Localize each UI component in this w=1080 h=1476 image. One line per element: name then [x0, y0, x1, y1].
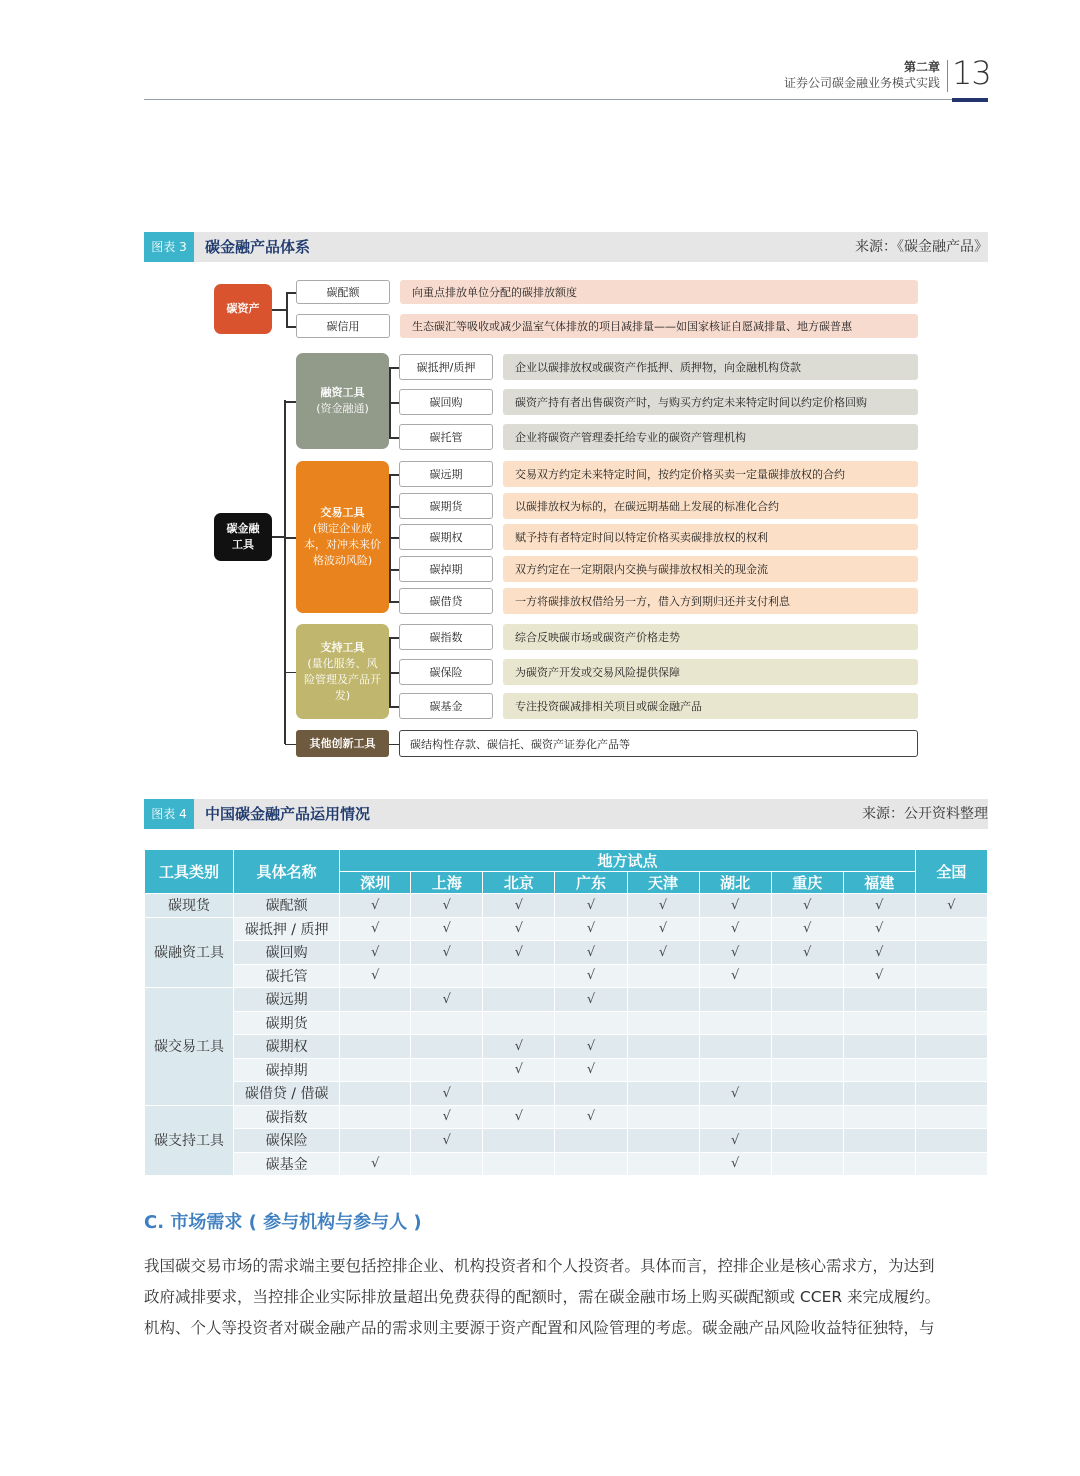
item-name: 碳抵押/质押: [399, 354, 493, 380]
table-row: [145, 917, 988, 941]
check-cell: √: [555, 1035, 627, 1059]
check-cell: √: [340, 941, 411, 965]
product-name-cell: 碳借贷 / 借碳: [234, 1082, 340, 1106]
product-usage-table: [144, 849, 988, 1176]
region-header: 重庆: [771, 872, 843, 894]
connector-group: [285, 401, 296, 403]
check-cell: √: [483, 1058, 555, 1082]
check-cell: √: [699, 894, 771, 918]
check-cell: [915, 1035, 987, 1059]
group-label: 其他创新工具: [309, 736, 376, 750]
item-description: 以碳排放权为标的，在碳远期基础上发展的标准化合约: [503, 493, 918, 519]
check-cell: [627, 964, 699, 988]
check-cell: √: [555, 941, 627, 965]
check-cell: √: [411, 1105, 483, 1129]
check-cell: [771, 964, 843, 988]
table-row: [145, 1082, 988, 1106]
check-cell: √: [483, 1105, 555, 1129]
group-label: 支持工具: [320, 640, 365, 654]
connector-item: [389, 706, 399, 708]
header-national: 全国: [915, 850, 987, 894]
header-pilot: 地方试点: [340, 850, 916, 872]
product-name-cell: 碳期货: [234, 1011, 340, 1035]
product-name-cell: 碳远期: [234, 988, 340, 1012]
check-cell: [699, 1105, 771, 1129]
page-number: 13: [952, 54, 991, 92]
check-cell: √: [411, 894, 483, 918]
paragraph-line: 政府减排要求，当控排企业实际排放量超出免费获得的配额时，需在碳金融市场上购买碳配额或 CCER 来完成履约。: [144, 1288, 941, 1306]
item-description: 碳结构性存款、碳信托、碳资产证券化产品等: [399, 730, 918, 757]
table-row: [145, 1058, 988, 1082]
check-cell: √: [699, 941, 771, 965]
check-cell: [483, 1011, 555, 1035]
table-row: [145, 1129, 988, 1153]
check-cell: [915, 1058, 987, 1082]
root-box-carbon-finance-tools: [214, 513, 272, 561]
check-cell: √: [411, 1082, 483, 1106]
product-name-cell: 碳托管: [234, 964, 340, 988]
product-name-cell: 碳回购: [234, 941, 340, 965]
item-description: 生态碳汇等吸收或减少温室气体排放的项目减排量——如国家核证自愿减排量、地方碳普惠: [400, 314, 918, 338]
check-cell: [411, 1058, 483, 1082]
check-cell: [483, 988, 555, 1012]
table-row: [145, 894, 988, 918]
table-row: [145, 941, 988, 965]
check-cell: √: [555, 1105, 627, 1129]
check-cell: [771, 1058, 843, 1082]
header-rule: [144, 99, 988, 100]
paragraph-line: 我国碳交易市场的需求端主要包括控排企业、机构投资者和个人投资者。具体而言，控排企业是核心需求方，为达到: [144, 1257, 935, 1275]
product-name-cell: 碳期权: [234, 1035, 340, 1059]
check-cell: √: [699, 1152, 771, 1176]
item-name: 碳基金: [399, 693, 493, 719]
check-cell: [771, 1082, 843, 1106]
check-cell: [340, 988, 411, 1012]
item-name: 碳掉期: [399, 556, 493, 582]
check-cell: [555, 1129, 627, 1153]
check-cell: √: [555, 1058, 627, 1082]
item-name: 碳期货: [399, 493, 493, 519]
paragraph-line: 机构、个人等投资者对碳金融产品的需求则主要源于资产配置和风险管理的考虑。碳金融产品风险收益特征独特，与: [144, 1319, 935, 1337]
check-cell: √: [843, 964, 915, 988]
region-header: 上海: [411, 872, 483, 894]
check-cell: [915, 1011, 987, 1035]
check-cell: [915, 1129, 987, 1153]
group-label: 融资工具: [320, 386, 365, 399]
check-cell: [627, 1082, 699, 1106]
item-description: 为碳资产开发或交易风险提供保障: [503, 659, 918, 685]
connector-item: [286, 292, 296, 294]
header-category: 工具类别: [145, 850, 234, 894]
group-box: [214, 284, 272, 334]
connector-item: [389, 744, 399, 746]
check-cell: [843, 1082, 915, 1106]
check-cell: √: [843, 941, 915, 965]
check-cell: √: [411, 988, 483, 1012]
table-row: [145, 1011, 988, 1035]
check-cell: [699, 1035, 771, 1059]
item-description: 碳资产持有者出售碳资产时，与购买方约定未来特定时间以约定价格回购: [503, 389, 918, 415]
item-description: 综合反映碳市场或碳资产价格走势: [503, 624, 918, 650]
check-cell: [843, 1129, 915, 1153]
item-description: 向重点排放单位分配的碳排放额度: [400, 280, 918, 304]
check-cell: √: [483, 894, 555, 918]
check-cell: [843, 1058, 915, 1082]
check-cell: √: [843, 917, 915, 941]
check-cell: √: [627, 894, 699, 918]
item-description: 企业将碳资产管理委托给专业的碳资产管理机构: [503, 424, 918, 450]
connector-item: [389, 601, 399, 603]
item-description: 双方约定在一定期限内交换与碳排放权相关的现金流: [503, 556, 918, 582]
connector-item: [389, 537, 399, 539]
check-cell: √: [555, 988, 627, 1012]
figure4-title: 中国碳金融产品运用情况: [205, 805, 371, 823]
check-cell: [627, 1129, 699, 1153]
check-cell: [627, 1105, 699, 1129]
connector-item: [286, 326, 296, 328]
check-cell: [771, 1035, 843, 1059]
item-name: 碳远期: [399, 461, 493, 487]
product-name-cell: 碳掉期: [234, 1058, 340, 1082]
table-row: [145, 988, 988, 1012]
item-name: 碳期权: [399, 524, 493, 550]
check-cell: √: [915, 894, 987, 918]
check-cell: [340, 1082, 411, 1106]
check-cell: √: [340, 917, 411, 941]
check-cell: [699, 988, 771, 1012]
check-cell: [555, 1152, 627, 1176]
item-name: 碳回购: [399, 389, 493, 415]
check-cell: [699, 1058, 771, 1082]
check-cell: √: [555, 894, 627, 918]
item-name: 碳指数: [399, 624, 493, 650]
header-separator: [947, 60, 948, 92]
table-row: [145, 1105, 988, 1129]
check-cell: [915, 941, 987, 965]
check-cell: √: [699, 917, 771, 941]
check-cell: √: [411, 941, 483, 965]
check-cell: [843, 1011, 915, 1035]
check-cell: [915, 917, 987, 941]
check-cell: [771, 1129, 843, 1153]
check-cell: √: [699, 1082, 771, 1106]
group-sublabel: (量化服务、风险管理及产品开发): [304, 656, 381, 702]
table-row: [145, 1152, 988, 1176]
item-name: 碳配额: [296, 280, 390, 304]
group-sublabel: (锁定企业成本，对冲未来价格波动风险): [304, 522, 381, 567]
connector-item: [389, 474, 399, 476]
check-cell: [771, 1152, 843, 1176]
item-name: 碳借贷: [399, 588, 493, 614]
region-header: 北京: [483, 872, 555, 894]
check-cell: √: [771, 917, 843, 941]
item-name: 碳信用: [296, 314, 390, 338]
group-label: 交易工具: [320, 506, 365, 519]
header-name: 具体名称: [234, 850, 340, 894]
check-cell: [843, 988, 915, 1012]
connector-asset: [272, 309, 286, 311]
category-cell: 碳现货: [145, 894, 234, 918]
check-cell: √: [699, 964, 771, 988]
check-cell: [915, 1152, 987, 1176]
product-name-cell: 碳指数: [234, 1105, 340, 1129]
group-box: [296, 353, 389, 449]
check-cell: [483, 1082, 555, 1106]
check-cell: [843, 1105, 915, 1129]
product-name-cell: 碳保险: [234, 1129, 340, 1153]
check-cell: [627, 1011, 699, 1035]
item-description: 一方将碳排放权借给另一方，借入方到期归还并支付利息: [503, 588, 918, 614]
item-description: 企业以碳排放权或碳资产作抵押、质押物，向金融机构贷款: [503, 354, 918, 380]
figure3-tag: 图表 3: [144, 232, 194, 262]
root-label: 碳金融: [226, 522, 260, 535]
check-cell: [843, 1035, 915, 1059]
item-description: 交易双方约定未来特定时间，按约定价格买卖一定量碳排放权的合约: [503, 461, 918, 487]
check-cell: √: [411, 1129, 483, 1153]
connector-item: [389, 569, 399, 571]
check-cell: √: [771, 941, 843, 965]
connector-item: [389, 637, 399, 639]
region-header: 深圳: [340, 872, 411, 894]
check-cell: [483, 1129, 555, 1153]
connector-item: [389, 506, 399, 508]
root-label: 工具: [232, 538, 254, 551]
connector-root: [272, 536, 284, 538]
check-cell: [340, 1035, 411, 1059]
connector-group: [285, 672, 296, 674]
figure4-source: 来源：公开资料整理: [862, 806, 988, 822]
check-cell: [771, 1011, 843, 1035]
connector-bracket: [286, 292, 288, 326]
check-cell: √: [340, 1152, 411, 1176]
product-name-cell: 碳抵押 / 质押: [234, 917, 340, 941]
item-description: 专注投资碳减排相关项目或碳金融产品: [503, 693, 918, 719]
check-cell: √: [483, 941, 555, 965]
check-cell: [771, 1105, 843, 1129]
chapter-subtitle: 证券公司碳金融业务模式实践: [783, 76, 940, 90]
check-cell: √: [555, 917, 627, 941]
category-cell: 碳支持工具: [145, 1105, 234, 1176]
item-description: 赋予持有者特定时间以特定价格买卖碳排放权的权利: [503, 524, 918, 550]
figure4-tag: 图表 4: [144, 799, 194, 829]
check-cell: [627, 1152, 699, 1176]
item-name: 碳保险: [399, 659, 493, 685]
figure3-source: 来源：《碳金融产品》: [855, 239, 988, 255]
check-cell: [411, 1152, 483, 1176]
connector-item: [389, 437, 399, 439]
check-cell: √: [627, 917, 699, 941]
connector-trunk: [284, 400, 286, 744]
table-row: [145, 964, 988, 988]
group-box: [296, 461, 389, 613]
check-cell: [340, 1058, 411, 1082]
check-cell: √: [340, 964, 411, 988]
check-cell: [483, 1152, 555, 1176]
check-cell: [843, 1152, 915, 1176]
region-header: 湖北: [699, 872, 771, 894]
check-cell: [555, 1011, 627, 1035]
check-cell: [340, 1011, 411, 1035]
check-cell: √: [627, 941, 699, 965]
connector-item: [389, 367, 399, 369]
product-name-cell: 碳配额: [234, 894, 340, 918]
check-cell: [483, 964, 555, 988]
check-cell: [340, 1105, 411, 1129]
connector-group: [285, 537, 296, 539]
check-cell: [627, 1035, 699, 1059]
region-header: 天津: [627, 872, 699, 894]
header-accent-bar: [952, 98, 988, 102]
connector-group: [285, 744, 296, 746]
check-cell: √: [843, 894, 915, 918]
check-cell: [699, 1011, 771, 1035]
check-cell: [340, 1129, 411, 1153]
category-cell: 碳融资工具: [145, 917, 234, 988]
check-cell: √: [411, 917, 483, 941]
check-cell: [411, 964, 483, 988]
check-cell: √: [699, 1129, 771, 1153]
check-cell: √: [771, 894, 843, 918]
check-cell: [555, 1082, 627, 1106]
category-cell: 碳交易工具: [145, 988, 234, 1106]
check-cell: [627, 1058, 699, 1082]
check-cell: √: [483, 1035, 555, 1059]
check-cell: [627, 988, 699, 1012]
check-cell: [771, 988, 843, 1012]
connector-item: [389, 672, 399, 674]
check-cell: [915, 1105, 987, 1129]
check-cell: √: [555, 964, 627, 988]
connector-item: [389, 402, 399, 404]
group-box: [296, 624, 389, 719]
region-header: 福建: [843, 872, 915, 894]
check-cell: [915, 1082, 987, 1106]
item-name: 碳托管: [399, 424, 493, 450]
group-label: 碳资产: [226, 302, 260, 315]
group-box: [296, 730, 389, 757]
check-cell: √: [483, 917, 555, 941]
figure3-title: 碳金融产品体系: [205, 238, 311, 256]
table-row: [145, 1035, 988, 1059]
check-cell: √: [340, 894, 411, 918]
product-name-cell: 碳基金: [234, 1152, 340, 1176]
check-cell: [411, 1035, 483, 1059]
check-cell: [915, 964, 987, 988]
region-header: 广东: [555, 872, 627, 894]
group-sublabel: (资金融通): [316, 402, 369, 415]
chapter-label: 第二章: [903, 60, 940, 74]
check-cell: [915, 988, 987, 1012]
check-cell: [411, 1011, 483, 1035]
section-title: C. 市场需求 ( 参与机构与参与人 ): [144, 1212, 422, 1233]
